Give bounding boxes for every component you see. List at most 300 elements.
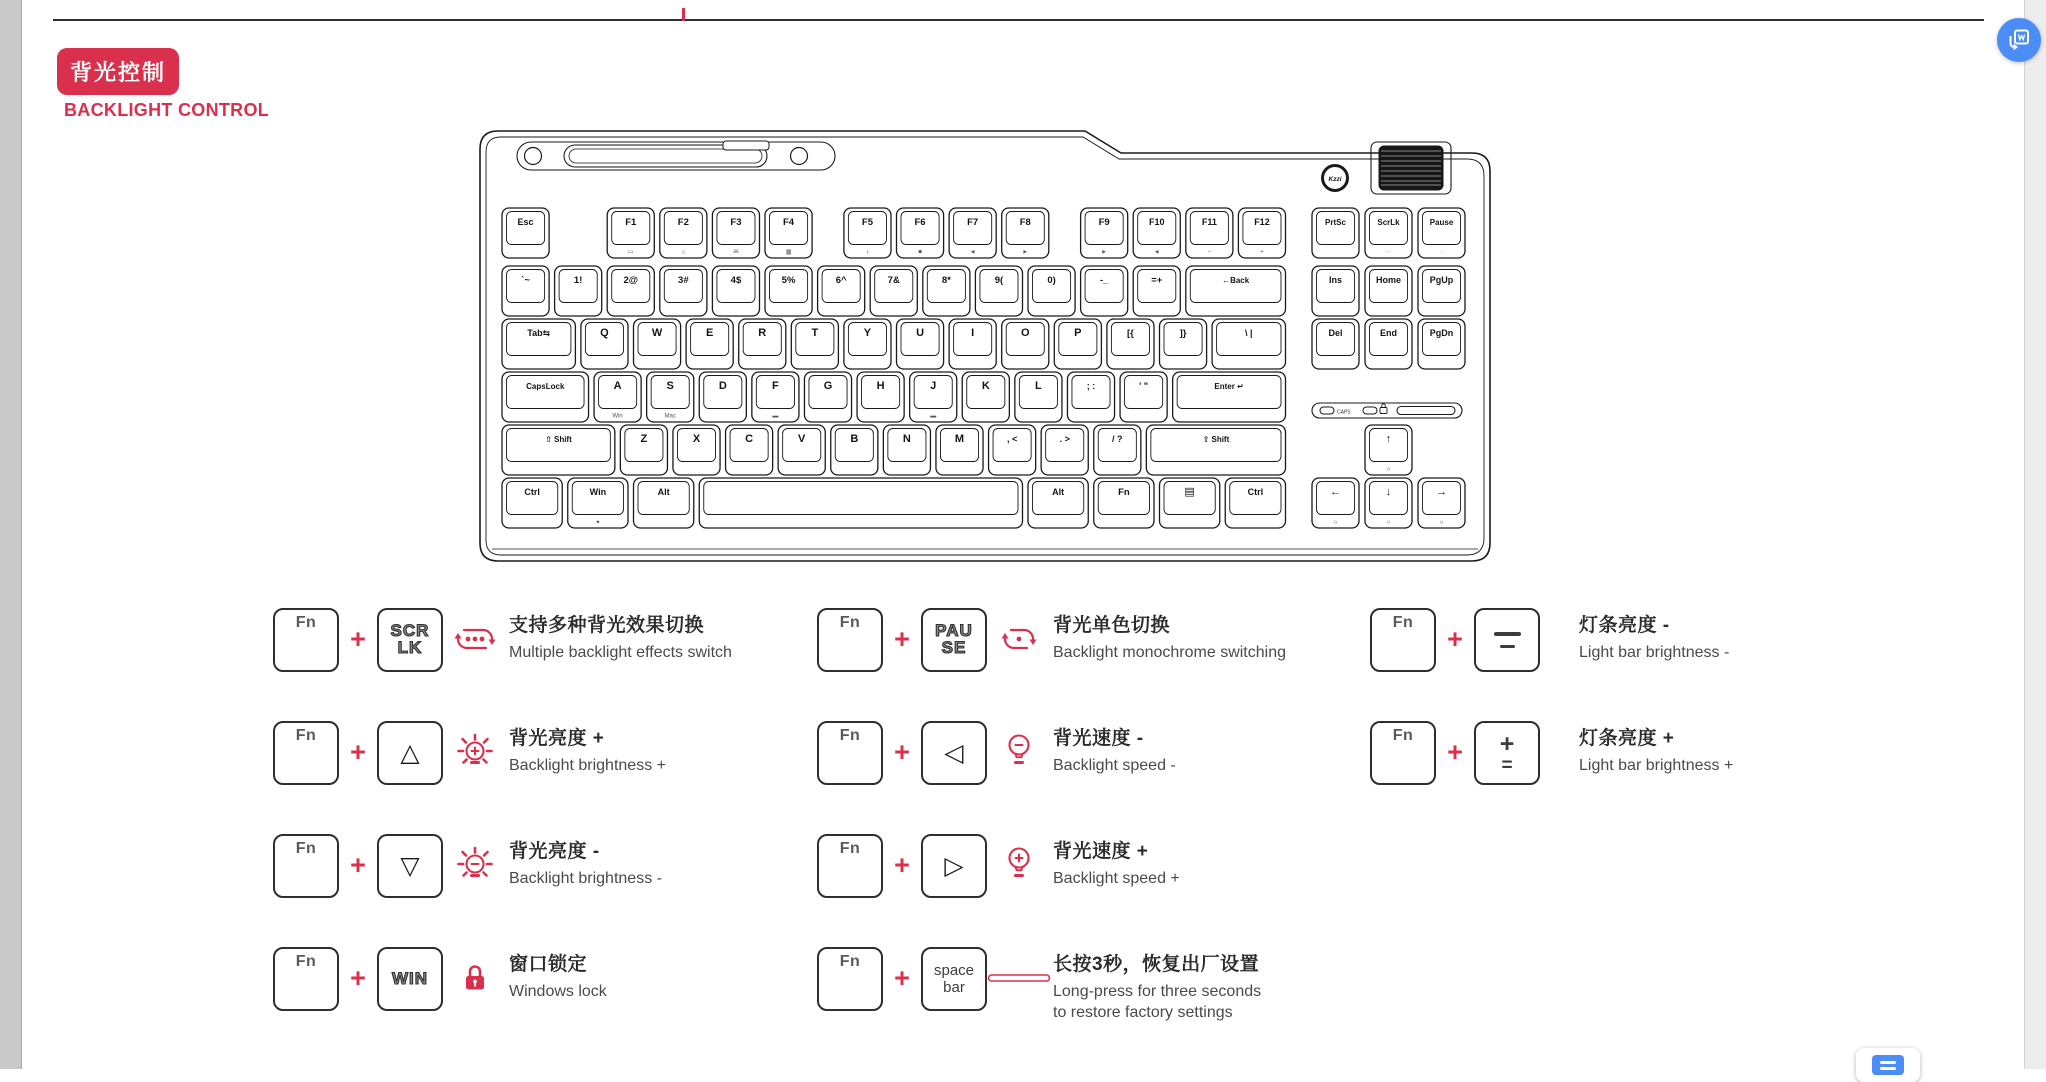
key-Del bbox=[1312, 319, 1359, 369]
key-2@ bbox=[607, 266, 654, 316]
key-⇧Shift bbox=[502, 425, 615, 475]
svg-text:R: R bbox=[758, 327, 767, 339]
key-Pause bbox=[1418, 208, 1465, 258]
fn-key bbox=[817, 608, 883, 672]
fn-key bbox=[273, 947, 339, 1011]
svg-text:O: O bbox=[1020, 327, 1030, 339]
svg-text:-_: -_ bbox=[1099, 275, 1109, 286]
svg-text:▦: ▦ bbox=[785, 249, 792, 256]
svg-text:Tab⇆: Tab⇆ bbox=[527, 328, 551, 338]
key-F4 bbox=[765, 208, 812, 258]
svg-text:L: L bbox=[1035, 380, 1042, 392]
svg-text:S: S bbox=[666, 380, 674, 392]
key-=+ bbox=[1133, 266, 1180, 316]
svg-text:6^: 6^ bbox=[835, 275, 847, 286]
key-L bbox=[1015, 372, 1062, 422]
bulb-minus-icon bbox=[987, 721, 1051, 783]
key-P bbox=[1054, 319, 1101, 369]
svg-text:Ctrl: Ctrl bbox=[1247, 487, 1264, 497]
svg-text:F1: F1 bbox=[625, 217, 637, 228]
fn-shortcut-item bbox=[817, 608, 1286, 672]
caption-en: to restore factory settings bbox=[1053, 1004, 1233, 1021]
key-F7 bbox=[949, 208, 996, 258]
left-panel-edge bbox=[0, 0, 22, 1069]
key-F2 bbox=[660, 208, 707, 258]
key-F8 bbox=[1002, 208, 1049, 258]
svg-text:7&: 7& bbox=[887, 275, 900, 286]
combo-key bbox=[1474, 608, 1540, 672]
key-8* bbox=[923, 266, 970, 316]
svg-text:▬: ▬ bbox=[772, 413, 779, 420]
underscore-glyph bbox=[1500, 645, 1515, 648]
key-.> bbox=[1041, 425, 1088, 475]
fn-shortcut-item bbox=[1370, 608, 1729, 672]
key-4$ bbox=[712, 266, 759, 316]
fn-key bbox=[273, 608, 339, 672]
key-← bbox=[1312, 478, 1359, 528]
power-slider-handle bbox=[723, 141, 769, 150]
svg-text:H: H bbox=[876, 380, 885, 392]
key-0) bbox=[1028, 266, 1075, 316]
cycle-dots-icon bbox=[443, 608, 507, 670]
svg-text:P: P bbox=[1074, 327, 1082, 339]
triangle-glyph: ◁ bbox=[944, 738, 964, 767]
svg-text:9(: 9( bbox=[994, 275, 1004, 286]
key-N bbox=[883, 425, 930, 475]
svg-text:✉: ✉ bbox=[733, 249, 739, 256]
triangle-glyph: △ bbox=[400, 738, 420, 767]
combo-caption bbox=[1053, 608, 1286, 663]
translate-button[interactable] bbox=[1997, 18, 2041, 62]
key-Alt bbox=[634, 478, 694, 528]
key-]} bbox=[1160, 319, 1207, 369]
svg-text:PgDn: PgDn bbox=[1429, 328, 1454, 338]
svg-text:Del: Del bbox=[1328, 328, 1343, 338]
svg-text:►: ► bbox=[1101, 249, 1108, 256]
floating-widget[interactable] bbox=[1856, 1048, 1920, 1082]
svg-text:Fn: Fn bbox=[1118, 487, 1130, 498]
svg-text:W: W bbox=[651, 327, 663, 339]
svg-text:1!: 1! bbox=[573, 275, 583, 286]
key-O bbox=[1002, 319, 1049, 369]
key-9( bbox=[975, 266, 1022, 316]
svg-text:T: T bbox=[811, 327, 819, 339]
key-Ctrl bbox=[502, 478, 562, 528]
lock-icon bbox=[443, 947, 507, 1009]
key-B bbox=[831, 425, 878, 475]
key-R bbox=[739, 319, 786, 369]
svg-text:Q: Q bbox=[600, 327, 609, 339]
key-PgDn bbox=[1418, 319, 1465, 369]
fn-shortcut-item bbox=[817, 834, 1180, 898]
caption-en: Windows lock bbox=[509, 983, 607, 1000]
caption-en: Backlight speed - bbox=[1053, 757, 1176, 774]
key-Z bbox=[620, 425, 667, 475]
svg-text:F: F bbox=[772, 380, 779, 392]
caption-zh: 支持多种背光效果切换 bbox=[509, 615, 705, 636]
svg-text:☼: ☼ bbox=[1385, 466, 1392, 473]
key-[{ bbox=[1107, 319, 1154, 369]
section-badge bbox=[57, 48, 179, 95]
fn-shortcut-item bbox=[273, 721, 666, 785]
triangle-glyph: ▷ bbox=[944, 851, 964, 880]
svg-text:2@: 2@ bbox=[623, 275, 639, 286]
combo-caption bbox=[1053, 947, 1261, 1023]
fn-shortcut-item bbox=[1370, 721, 1733, 785]
key-PgUp bbox=[1418, 266, 1465, 316]
lock-led bbox=[1363, 407, 1377, 414]
volume-roller bbox=[1379, 146, 1443, 190]
svg-text:End: End bbox=[1380, 328, 1397, 338]
combo-caption bbox=[1053, 834, 1180, 889]
caption-en: Light bar brightness - bbox=[1579, 644, 1730, 661]
svg-text:PgUp: PgUp bbox=[1429, 275, 1454, 285]
fn-key bbox=[1370, 721, 1436, 785]
svg-text:Ctrl: Ctrl bbox=[524, 487, 540, 497]
svg-text:◄: ◄ bbox=[969, 249, 976, 256]
caption-zh: 背光亮度 - bbox=[509, 841, 600, 862]
key-T bbox=[791, 319, 838, 369]
key-F12 bbox=[1238, 208, 1285, 258]
plus-sign: + bbox=[1447, 737, 1463, 767]
combo-caption bbox=[509, 834, 662, 889]
plus-sign: + bbox=[1447, 624, 1463, 654]
svg-text:5%: 5% bbox=[781, 275, 796, 286]
svg-text:→: → bbox=[1436, 486, 1447, 498]
key-F9 bbox=[1081, 208, 1128, 258]
caption-zh: 窗口锁定 bbox=[509, 954, 588, 975]
minus-glyph bbox=[1494, 632, 1521, 636]
fn-key-label: Fn bbox=[295, 614, 317, 631]
combo-caption bbox=[509, 608, 732, 663]
svg-text:N: N bbox=[902, 433, 911, 445]
svg-text:F7: F7 bbox=[967, 217, 979, 228]
svg-text:; :: ; : bbox=[1086, 381, 1096, 391]
caption-en: Backlight brightness + bbox=[509, 757, 666, 774]
key-Ins bbox=[1312, 266, 1359, 316]
key-1! bbox=[555, 266, 602, 316]
svg-text:\ |: \ | bbox=[1245, 328, 1253, 338]
key-Tab⇆ bbox=[502, 319, 575, 369]
bulb-plus-icon bbox=[987, 834, 1051, 896]
svg-text:F3: F3 bbox=[730, 217, 742, 228]
svg-text:U: U bbox=[916, 327, 925, 339]
plus-glyph: + bbox=[1499, 730, 1515, 759]
combo-key bbox=[377, 834, 443, 898]
svg-text:4$: 4$ bbox=[730, 275, 742, 286]
svg-text:−: − bbox=[1207, 249, 1212, 256]
key-5% bbox=[765, 266, 812, 316]
fn-shortcut-item bbox=[273, 834, 662, 898]
combo-key-label: PAU SE bbox=[935, 621, 973, 657]
svg-text:☼: ☼ bbox=[1438, 519, 1445, 526]
page-divider-tick bbox=[682, 8, 685, 21]
combo-key bbox=[377, 608, 443, 672]
svg-text:F8: F8 bbox=[1019, 217, 1031, 228]
svg-text:↑: ↑ bbox=[1385, 433, 1392, 445]
key-→ bbox=[1418, 478, 1465, 528]
combo-caption bbox=[1053, 721, 1176, 776]
svg-text:⇧ Shift: ⇧ Shift bbox=[1202, 435, 1230, 444]
svg-text:F6: F6 bbox=[914, 217, 926, 228]
svg-text:·: · bbox=[1440, 249, 1443, 256]
plus-sign: + bbox=[350, 850, 366, 880]
key-3# bbox=[660, 266, 707, 316]
translate-icon bbox=[2006, 27, 2032, 53]
key-↓ bbox=[1365, 478, 1412, 528]
svg-text:G: G bbox=[823, 380, 833, 392]
svg-text:Home: Home bbox=[1375, 275, 1402, 285]
svg-text:Mac: Mac bbox=[664, 413, 676, 420]
svg-text:▭: ▭ bbox=[627, 249, 634, 256]
svg-text:J: J bbox=[930, 380, 937, 392]
key-CapsLock bbox=[502, 372, 589, 422]
caption-en: Backlight monochrome switching bbox=[1053, 644, 1286, 661]
svg-text:↓: ↓ bbox=[1385, 486, 1392, 498]
svg-text:Ins: Ins bbox=[1328, 275, 1343, 285]
key-U bbox=[897, 319, 944, 369]
svg-text:■: ■ bbox=[918, 249, 922, 256]
fn-shortcut-item bbox=[817, 721, 1176, 785]
svg-text:X: X bbox=[692, 433, 701, 445]
key-F11 bbox=[1186, 208, 1233, 258]
combo-caption bbox=[509, 947, 607, 1002]
cycle-dot-icon bbox=[987, 608, 1051, 670]
caption-zh: 背光单色切换 bbox=[1053, 615, 1171, 636]
combo-caption bbox=[509, 721, 666, 776]
svg-text:K: K bbox=[981, 380, 990, 392]
fn-key-label: Fn bbox=[295, 840, 317, 857]
caption-zh: 灯条亮度 - bbox=[1579, 615, 1670, 636]
svg-text:B: B bbox=[850, 433, 859, 445]
caption-zh: 背光速度 - bbox=[1053, 728, 1144, 749]
svg-text:☼: ☼ bbox=[1385, 519, 1392, 526]
key-6^ bbox=[818, 266, 865, 316]
plus-sign: + bbox=[894, 624, 910, 654]
caption-zh: 背光亮度 + bbox=[509, 728, 605, 749]
combo-key bbox=[1474, 721, 1540, 785]
key-K bbox=[962, 372, 1009, 422]
fn-key bbox=[817, 721, 883, 785]
caps-led bbox=[1320, 407, 1334, 414]
menu-lines-icon bbox=[1880, 1061, 1896, 1064]
key-←Back bbox=[1186, 266, 1286, 316]
svg-text:ScrLk: ScrLk bbox=[1377, 218, 1400, 227]
svg-text:⌂: ⌂ bbox=[681, 249, 686, 256]
key-7& bbox=[870, 266, 917, 316]
combo-key bbox=[921, 947, 987, 1011]
svg-text:V: V bbox=[798, 433, 806, 445]
key-I bbox=[949, 319, 996, 369]
key-Win bbox=[568, 478, 628, 528]
section-badge-text: 背光控制 bbox=[70, 60, 167, 85]
key-M bbox=[936, 425, 983, 475]
svg-text:0): 0) bbox=[1047, 275, 1056, 286]
caption-zh: 背光速度 + bbox=[1053, 841, 1149, 862]
svg-text:Win: Win bbox=[612, 413, 623, 420]
key-F1 bbox=[607, 208, 654, 258]
fn-key-label: Fn bbox=[1392, 614, 1414, 631]
svg-text:' ": ' " bbox=[1139, 381, 1149, 391]
key-Y bbox=[844, 319, 891, 369]
caption-en: Backlight speed + bbox=[1053, 870, 1180, 887]
key-Ctrl bbox=[1225, 478, 1285, 528]
caption-en: Light bar brightness + bbox=[1579, 757, 1734, 774]
key-'" bbox=[1120, 372, 1167, 422]
svg-text:☼: ☼ bbox=[1332, 519, 1339, 526]
svg-text:F2: F2 bbox=[677, 217, 689, 228]
key-/? bbox=[1094, 425, 1141, 475]
key-Enter↵ bbox=[1173, 372, 1286, 422]
caption-en: Long-press for three seconds bbox=[1053, 983, 1262, 1000]
svg-text:[{: [{ bbox=[1127, 328, 1134, 339]
fn-key-label: Fn bbox=[839, 614, 861, 631]
equals-glyph: = bbox=[1501, 754, 1513, 776]
svg-text:F11: F11 bbox=[1201, 217, 1217, 227]
key-End bbox=[1365, 319, 1412, 369]
fn-shortcut-item bbox=[273, 947, 607, 1011]
svg-text:←Back: ←Back bbox=[1222, 276, 1250, 285]
fn-key-label: Fn bbox=[839, 840, 861, 857]
scrollbar-track[interactable] bbox=[2024, 0, 2046, 1069]
key-ScrLk bbox=[1365, 208, 1412, 258]
key-▤ bbox=[1160, 478, 1220, 528]
svg-text:M: M bbox=[954, 433, 965, 445]
plus-sign: + bbox=[894, 737, 910, 767]
key-G bbox=[804, 372, 851, 422]
svg-text:F9: F9 bbox=[1098, 217, 1110, 228]
key-Alt bbox=[1028, 478, 1088, 528]
svg-text:, <: , < bbox=[1006, 434, 1018, 444]
key-⇧Shift bbox=[1146, 425, 1285, 475]
combo-key bbox=[921, 608, 987, 672]
caption-zh: 灯条亮度 + bbox=[1579, 728, 1675, 749]
plus-sign: + bbox=[894, 963, 910, 993]
lightbar-led bbox=[1397, 407, 1455, 415]
combo-key-label: SCR LK bbox=[390, 621, 430, 657]
svg-text:/ ?: / ? bbox=[1112, 434, 1123, 444]
key-F3 bbox=[712, 208, 759, 258]
svg-text:A: A bbox=[613, 380, 622, 392]
svg-text:D: D bbox=[718, 380, 727, 392]
fn-key-label: Fn bbox=[295, 727, 317, 744]
fn-key bbox=[1370, 608, 1436, 672]
svg-text:=+: =+ bbox=[1151, 275, 1163, 286]
fn-key-label: Fn bbox=[1392, 727, 1414, 744]
svg-text:♪: ♪ bbox=[865, 249, 869, 256]
svg-text:F5: F5 bbox=[861, 217, 873, 228]
plus-sign: + bbox=[350, 737, 366, 767]
svg-text:Win: Win bbox=[589, 487, 607, 497]
key-E bbox=[686, 319, 733, 369]
key-F10 bbox=[1133, 208, 1180, 258]
key-H bbox=[857, 372, 904, 422]
key-D bbox=[699, 372, 746, 422]
key-`~ bbox=[502, 266, 549, 316]
brand-logo-text: Kzzi bbox=[1328, 176, 1342, 183]
key-;: bbox=[1067, 372, 1114, 422]
svg-text:]}: ]} bbox=[1179, 328, 1187, 339]
combo-key bbox=[377, 947, 443, 1011]
svg-text:Pause: Pause bbox=[1429, 218, 1454, 227]
svg-text:⇧ Shift: ⇧ Shift bbox=[545, 435, 572, 444]
combo-key-label: WIN bbox=[391, 968, 429, 988]
key-\| bbox=[1212, 319, 1285, 369]
key-space bbox=[699, 478, 1022, 528]
svg-text:Alt: Alt bbox=[657, 487, 670, 497]
plus-sign: + bbox=[350, 624, 366, 654]
plus-sign: + bbox=[350, 963, 366, 993]
combo-caption bbox=[1579, 608, 1729, 663]
svg-text:F12: F12 bbox=[1254, 217, 1270, 227]
svg-text:←: ← bbox=[1330, 486, 1341, 498]
translate-mini-icon[interactable] bbox=[1872, 1055, 1904, 1075]
combo-key bbox=[377, 721, 443, 785]
key-A bbox=[594, 372, 641, 422]
svg-text:●: ● bbox=[596, 519, 600, 526]
key-Esc bbox=[502, 208, 549, 258]
svg-text:▬: ▬ bbox=[930, 413, 937, 420]
fn-shortcut-item bbox=[273, 608, 732, 672]
key-V bbox=[778, 425, 825, 475]
key-F6 bbox=[897, 208, 944, 258]
fn-key bbox=[273, 721, 339, 785]
svg-text:F10: F10 bbox=[1148, 217, 1165, 227]
caption-en: Backlight brightness - bbox=[509, 870, 662, 887]
fn-key bbox=[273, 834, 339, 898]
svg-text:···: ··· bbox=[1385, 249, 1392, 256]
svg-text:◄: ◄ bbox=[1153, 249, 1160, 256]
key--_ bbox=[1081, 266, 1128, 316]
fn-key bbox=[817, 947, 883, 1011]
key-W bbox=[634, 319, 681, 369]
key-↑ bbox=[1365, 425, 1412, 475]
svg-text:E: E bbox=[705, 327, 714, 339]
svg-text:▤: ▤ bbox=[1184, 486, 1195, 498]
lightbar-icon bbox=[987, 947, 1051, 1009]
key-Home bbox=[1365, 266, 1412, 316]
triangle-glyph: ▽ bbox=[400, 851, 420, 880]
key-F bbox=[752, 372, 799, 422]
fn-key-label: Fn bbox=[839, 953, 861, 970]
combo-caption bbox=[1579, 721, 1733, 776]
svg-text:Esc: Esc bbox=[517, 217, 534, 227]
svg-text:. >: . > bbox=[1059, 434, 1070, 444]
svg-text:Enter ↵: Enter ↵ bbox=[1214, 382, 1244, 391]
caption-zh: 长按3秒，恢复出厂设置 bbox=[1053, 954, 1260, 975]
svg-text:Z: Z bbox=[640, 433, 648, 445]
svg-text:F4: F4 bbox=[783, 217, 795, 228]
svg-text:Y: Y bbox=[863, 327, 872, 339]
caption-en: Multiple backlight effects switch bbox=[509, 644, 732, 661]
svg-text:►: ► bbox=[1022, 249, 1029, 256]
svg-text:C: C bbox=[745, 433, 754, 445]
key-F5 bbox=[844, 208, 891, 258]
key-PrtSc bbox=[1312, 208, 1359, 258]
key-,< bbox=[989, 425, 1036, 475]
combo-key bbox=[921, 721, 987, 785]
svg-text:`~: `~ bbox=[521, 275, 530, 286]
key-C bbox=[726, 425, 773, 475]
caps-led-label: CAPS bbox=[1337, 409, 1351, 416]
fn-key-label: Fn bbox=[839, 727, 861, 744]
bulb-rays-minus-icon bbox=[443, 834, 507, 896]
fn-key bbox=[817, 834, 883, 898]
key-S bbox=[647, 372, 694, 422]
svg-text:CapsLock: CapsLock bbox=[526, 382, 565, 391]
keyboard-illustration bbox=[465, 126, 1505, 570]
svg-text:PrtSc: PrtSc bbox=[1325, 218, 1346, 227]
